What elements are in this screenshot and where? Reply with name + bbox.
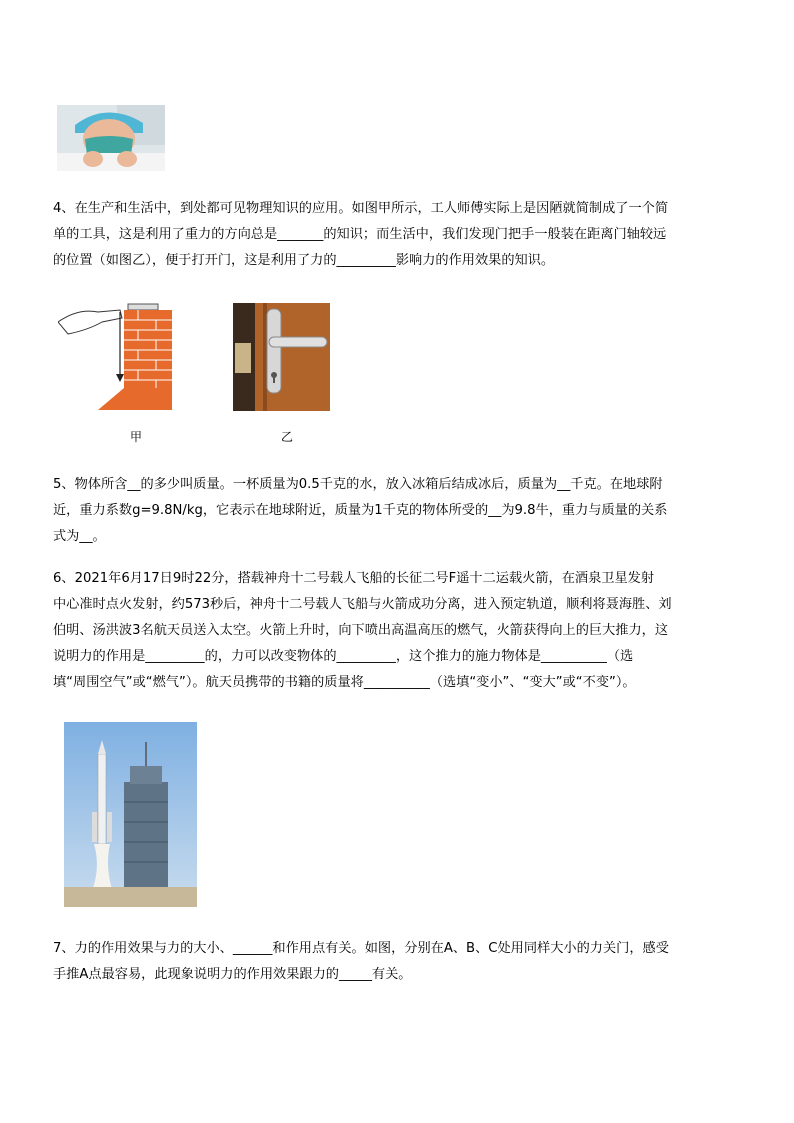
q6-line-5: 填“周围空气”或“燃气”）。航天员携带的书籍的质量将__________（选填“变小”、“变大”或“不变”）。	[53, 675, 636, 690]
q7-line-2: 手推A点最容易，此现象说明力的作用效果跟力的_____有关。	[53, 967, 412, 982]
q7-line-1: 7、力的作用效果与力的大小、______和作用点有关。如图，分别在A、B、C处用同样大小的力关门，感受	[53, 941, 669, 956]
q4-line-3: 的位置（如图乙），便于打开门，这是利用了力的_________影响力的作用效果的知识。	[53, 253, 555, 268]
caption-b: 乙	[281, 430, 294, 444]
q5-line-3: 式为__。	[53, 529, 106, 544]
q6-line-2: 中心准时点火发射，约573秒后，神舟十二号载人飞船与火箭成功分离，进入预定轨道，顺利将聂海胜、刘	[53, 597, 672, 612]
question-7	[53, 936, 753, 988]
door-handle-photo	[233, 303, 330, 411]
question-4	[53, 196, 753, 274]
q6-line-4: 说明力的作用是_________的，力可以改变物体的_________，这个推力的施力物体是__________（选	[53, 649, 634, 664]
question-6	[53, 566, 753, 696]
q6-line-3: 伯明、汤洪波3名航天员送入太空。火箭上升时，向下喷出高温高压的燃气，火箭获得向上的巨大推力，这	[53, 623, 669, 638]
caption-a: 甲	[130, 430, 143, 444]
q5-line-1: 5、物体所含__的多少叫质量。一杯质量为0.5千克的水，放入冰箱后结成冰后，质量为__千克。在地球附	[53, 477, 663, 492]
q5-line-2: 近，重力系数g=9.8N/kg，它表示在地球附近，质量为1千克的物体所受的__为9.8牛，重力与质量的关系	[53, 503, 668, 518]
rocket-launch-photo	[64, 722, 197, 907]
plumb-line-figure	[58, 300, 176, 412]
question-5	[53, 472, 753, 550]
q6-line-1: 6、2021年6月17日9时22分，搭载神舟十二号载人飞船的长征二号F遥十二运载火箭，在酒泉卫星发射	[53, 571, 655, 586]
worker-photo	[57, 105, 165, 171]
q4-line-2: 单的工具，这是利用了重力的方向总是_______的知识；而生活中，我们发现门把手一般装在距离门轴较远	[53, 227, 667, 242]
q4-line-1: 4、在生产和生活中，到处都可见物理知识的应用。如图甲所示，工人师傅实际上是因陋就简制成了一个简	[53, 201, 669, 216]
